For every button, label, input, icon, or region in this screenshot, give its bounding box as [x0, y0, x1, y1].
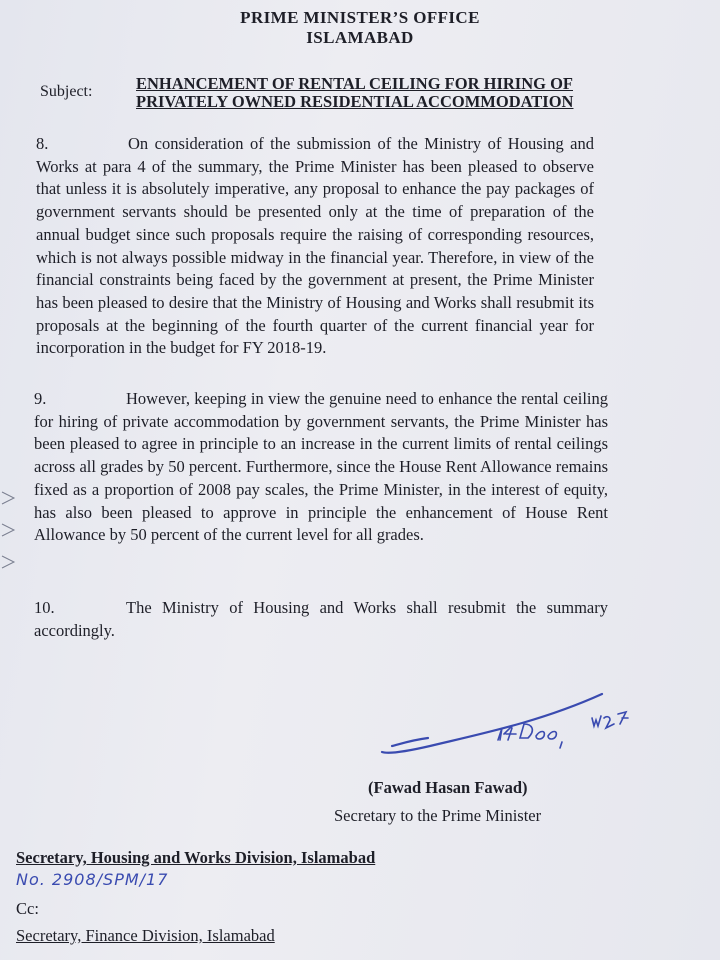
paragraph-text: On consideration of the submission of the Ministry of Housing and Works at para 4 of the summary, the Prime Minister has been pleased to observe that unless it is absolutely imperative, any proposal to enhance the pay packages of government servants should be presented only at the time of preparation of the annual budget since such proposals require the raising of corresponding resources, which is not always possible midway in the financial year. Therefore, in view of the financial constraints being faced by the government at present, the Prime Minister has been pleased to desire that the Ministry of Housing and Works shall resubmit its proposals at the beginning of the fourth quarter of the current financial year for incorporation in the budget for FY 2018-19. — [36, 134, 594, 358]
cc-label: Cc: — [16, 899, 39, 918]
signer-name: (Fawad Hasan Fawad) — [368, 778, 528, 797]
office-heading: PRIME MINISTER’S OFFICE — [240, 8, 480, 27]
paragraph-9 — [34, 388, 608, 547]
margin-marks — [0, 490, 20, 600]
paragraph-number: 10. — [34, 598, 55, 617]
addressee: Secretary, Housing and Works Division, Islamabad — [16, 848, 376, 867]
paragraph-text: The Ministry of Housing and Works shall resubmit the summary accordingly. — [34, 598, 608, 640]
handwritten-signature — [370, 688, 670, 768]
paragraph-10 — [34, 597, 608, 642]
cc-recipient: Secretary, Finance Division, Islamabad — [16, 926, 275, 945]
paragraph-text: However, keeping in view the genuine need to enhance the rental ceiling for hiring of private accommodation by government servants, the Prime Minister has been pleased to agree in principle to an increase in the current limits of rental ceilings across all grades by 50 percent. Furthermore, since the House Rent Allowance remains fixed as a proportion of 2008 pay scales, the Prime Minister, in the interest of equity, has also been pleased to approve in principle the enhancement of House Rent Allowance by 50 percent of the current level for all grades. — [34, 389, 608, 545]
signer-title: Secretary to the Prime Minister — [334, 806, 542, 825]
subject-label: Subject: — [40, 83, 93, 100]
city-heading: ISLAMABAD — [306, 28, 414, 47]
paragraph-number: 8. — [36, 134, 49, 153]
paragraph-8 — [36, 133, 594, 360]
paragraph-number: 9. — [34, 389, 47, 408]
subject-title: ENHANCEMENT OF RENTAL CEILING FOR HIRING OF PRIVATELY OWNED RESIDENTIAL ACCOMMODATION — [136, 74, 574, 111]
handwritten-reference-number: No. 2908/SPM/17 — [16, 870, 169, 889]
